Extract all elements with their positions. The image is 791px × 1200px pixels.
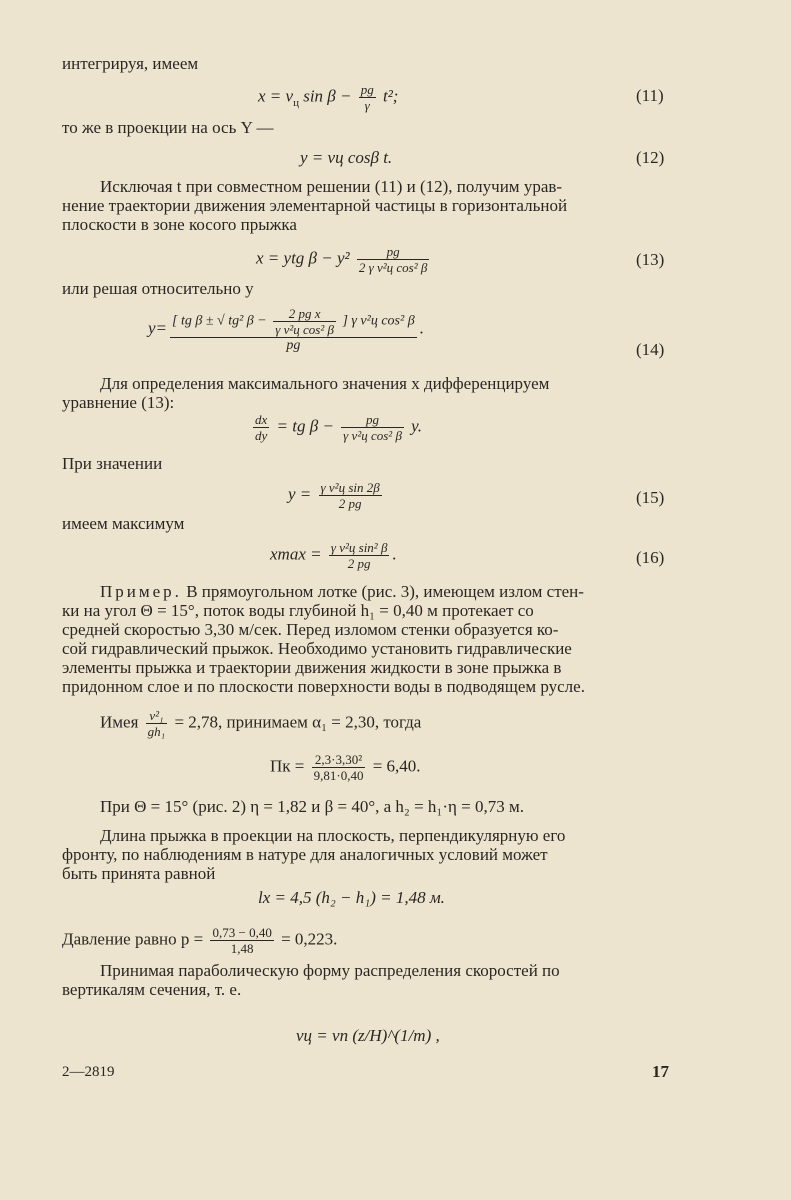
eq11-lhs: x = v [258,86,294,106]
eq11-den: γ [359,97,376,113]
para3-line1: Длина прыжка в проекции на плоскость, перпендикулярную его [100,826,566,845]
example-heading: Пример. [100,582,182,601]
text-line-max: имеем максимум [62,514,185,533]
having-den: gh₁ [147,724,166,739]
example-line4: сой гидравлический прыжок. Необходимо установить гидравлические [62,639,572,658]
example-line5: элементы прыжка и траектории движения жидкости в зоне прыжка в [62,658,562,677]
equation-velocity: vц = vп (z/H)^(1/m) , [296,1026,440,1045]
equation-16 [270,540,397,571]
eq13-number: (13) [636,250,665,269]
example-text-1: В прямоугольном лотке (рис. 3), имеющем излом стен- [181,582,584,601]
eq14-tail: . [419,318,424,338]
para3-line3: быть принята равной [62,864,216,883]
eqd-n1: dx [255,412,268,427]
eq16-num: γ v²ц sin² β [330,540,388,555]
text-line-integrating: интегрируя, имеем [62,54,199,73]
eq15-num: γ v²ц sin 2β [320,480,380,495]
having-pre: Имея [100,712,143,732]
eq14-number: (14) [636,340,665,359]
pressure-line [62,925,337,956]
example-line6: придонном слое и по плоскости поверхности воды в подводящем русле. [62,677,585,696]
eqd-d1: dy [255,428,268,443]
eq14-num-b: ] γ v²ц cos² β [338,313,415,329]
when-line: При Θ = 15° (рис. 2) η = 1,82 и β = 40°, а h₂ = h₁·η = 0,73 м. [100,797,524,816]
equation-11 [258,82,398,113]
eq15-number: (15) [636,488,665,507]
pressure-pre: Давление равно p = [62,929,208,949]
eq16-tail: . [392,544,397,564]
having-post: = 2,78, принимаем α₁ = 2,30, тогда [170,712,422,732]
eq14-den: pg [170,337,417,353]
example-line3: средней скоростью 3,30 м/сек. Перед изломом стенки образуется ко- [62,620,559,639]
example-line2: ки на угол Θ = 15°, поток воды глубиной h₁ = 0,40 м протекает со [62,601,534,620]
eq11-sub: ц [293,96,299,109]
having-num: v²₁ [149,708,164,723]
equation-14 [148,306,424,353]
eq11-num: pg [360,82,374,97]
eq13-den: 2 γ v²ц cos² β [358,260,428,275]
eq13-num: pg [386,244,400,259]
equation-15 [288,480,385,511]
equation-lx: lx = 4,5 (h₂ − h₁) = 1,48 м. [258,888,445,907]
eq11-mid: sin β − [298,86,356,106]
pk-den: 9,81·0,40 [313,768,364,783]
eq15-lhs: y = [288,484,316,504]
eqd-mid: = tg β − [272,416,339,436]
eq14-lhs: y= [148,318,168,338]
eqd-n2: pg [366,412,380,427]
equation-diff [250,412,422,443]
para4-line1: Принимая параболическую форму распределения скоростей по [100,961,560,980]
eq15-den: 2 pg [319,495,382,511]
page-number: 17 [652,1062,669,1081]
para2-line1: Для определения максимального значения x дифференцируем [100,374,550,393]
para1-line3: плоскости в зоне косого прыжка [62,215,297,234]
pressure-post: = 0,223. [276,929,338,949]
eq14-inner-num: 2 pg x [288,306,321,321]
para4-line2: вертикалям сечения, т. е. [62,980,242,999]
example-line1 [100,582,584,602]
eq11-number: (11) [636,86,664,105]
eq14-num-a: [ tg β ± √ tg² β − [172,313,271,329]
equation-13 [256,244,432,275]
text-line-at-value: При значении [62,454,163,473]
pk-lhs: Пк = [270,756,309,776]
pk-num: 2,3·3,30² [314,752,363,767]
para1-line2: нение траектории движения элементарной частицы в горизонтальной [62,196,568,215]
eq11-tail: t²; [378,86,399,106]
para2-line2: уравнение (13): [62,393,175,412]
text-line-solving: или решая относительно y [62,279,254,298]
eq12-number: (12) [636,148,665,167]
pressure-den: 1,48 [210,940,273,956]
pk-post: = 6,40. [368,756,421,776]
equation-12: y = vц cosβ t. [300,148,393,167]
having-line [100,708,421,739]
pressure-num: 0,73 − 0,40 [212,925,272,940]
eqd-d2: γ v²ц cos² β [343,428,402,443]
eq13-lhs: x = ytg β − y² [256,248,354,268]
footer-code: 2—2819 [62,1064,115,1080]
pk-line [270,752,421,783]
text-line-projection: то же в проекции на ось Y — [62,118,274,137]
eq16-den: 2 pg [329,555,390,571]
eqd-tail: y. [406,416,423,436]
para1-line1: Исключая t при совместном решении (11) и (12), получим урав- [100,177,563,196]
para3-line2: фронту, по наблюдениям в натуре для аналогичных условий может [62,845,548,864]
eq16-lhs: xmax = [270,544,326,564]
eq16-number: (16) [636,548,665,567]
eq14-inner-den: γ v²ц cos² β [275,322,334,337]
